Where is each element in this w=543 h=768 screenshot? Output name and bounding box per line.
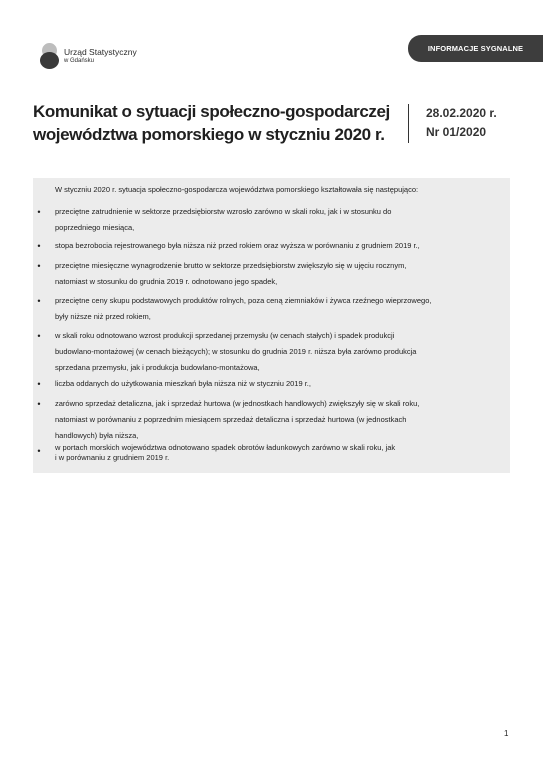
summary-box <box>33 178 510 473</box>
bullet-text-line: natomiast w stosunku do grudnia 2019 r. odnotowano jego spadek, <box>55 277 278 286</box>
logo-mark-icon <box>40 43 59 69</box>
bullet-text-line: poprzedniego miesiąca, <box>55 223 135 232</box>
title-line-1: Komunikat o sytuacji społeczno-gospodarczej <box>33 102 390 121</box>
title-divider <box>408 104 409 143</box>
bullet-text-line: natomiast w porównaniu z poprzednim miesiącem sprzedaż detaliczna i sprzedaż hurtowa (w jednostkach <box>55 415 407 424</box>
bullet-dot-icon: • <box>37 446 41 456</box>
bullet-dot-icon: • <box>37 399 41 409</box>
bullet-dot-icon: • <box>37 241 41 251</box>
bullet-text-line: liczba oddanych do użytkowania mieszkań była niższa niż w styczniu 2019 r., <box>55 379 311 388</box>
page-title <box>33 100 403 146</box>
bullet-text-line: w portach morskich województwa odnotowano spadek obrotów ładunkowych zarówno w skali roku, jak <box>55 443 396 452</box>
bullet-dot-icon: • <box>37 379 41 389</box>
title-line-2: województwa pomorskiego w styczniu 2020 r. <box>33 125 385 144</box>
bullet-text-line: przeciętne ceny skupu podstawowych produktów rolnych, poza ceną ziemniaków i żywca rzeźnego wieprzowego, <box>55 296 432 305</box>
bullet-text-line: sprzedana przemysłu, jak i produkcja budowlano-montażowa, <box>55 363 260 372</box>
document-meta <box>426 104 497 142</box>
bullet-text-line: przeciętne zatrudnienie w sektorze przedsiębiorstw wzrosło zarówno w skali roku, jak i w stosunku do <box>55 207 392 216</box>
bullet-dot-icon: • <box>37 296 41 306</box>
bullet-text-line: były niższe niż przed rokiem, <box>55 312 151 321</box>
page-number: 1 <box>504 729 509 738</box>
bullet-text-line: przeciętne miesięczne wynagrodzenie brutto w sektorze przedsiębiorstw zwiększyło się w ujęciu rocznym, <box>55 261 407 270</box>
bullet-dot-icon: • <box>37 261 41 271</box>
bullet-dot-icon: • <box>37 207 41 217</box>
bullet-text-line: i w porównaniu z grudniem 2019 r. <box>55 453 170 462</box>
bullet-text-line: w skali roku odnotowano wzrost produkcji sprzedanej przemysłu (w cenach stałych) i spadek produkcji <box>55 331 395 340</box>
publication-number: Nr 01/2020 <box>426 125 487 139</box>
logo-city: w Gdańsku <box>64 57 95 64</box>
summary-intro: W styczniu 2020 r. sytuacja społeczno-gospodarcza województwa pomorskiego kształtowała się następująco: <box>55 185 419 194</box>
bullet-text-line: budowlano-montażowej (w cenach bieżących); w stosunku do grudnia 2019 r. niższa była zarówno produkcja <box>55 347 417 356</box>
publication-date: 28.02.2020 r. <box>426 106 497 120</box>
logo <box>40 43 137 69</box>
bullet-text-line: handlowych) była niższa, <box>55 431 139 440</box>
bullet-dot-icon: • <box>37 331 41 341</box>
document-type-badge: INFORMACJE SYGNALNE <box>408 35 543 62</box>
bullet-text-line: zarówno sprzedaż detaliczna, jak i sprzedaż hurtowa (w jednostkach handlowych) zwiększyły się w skali roku, <box>55 399 420 408</box>
bullet-text-line: stopa bezrobocia rejestrowanego była niższa niż przed rokiem oraz wyższa w porównaniu z grudniem 2019 r., <box>55 241 420 250</box>
logo-name: Urząd Statystyczny <box>64 47 137 58</box>
